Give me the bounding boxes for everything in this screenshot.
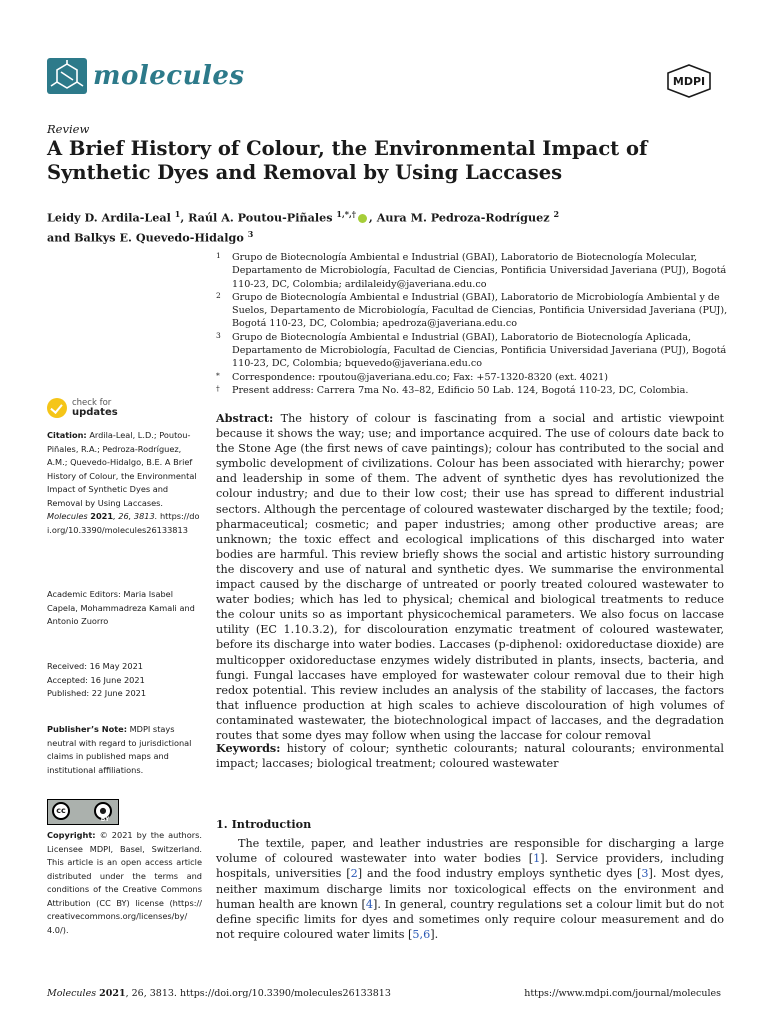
journal-name: molecules bbox=[93, 61, 245, 91]
author[interactable]: Leidy D. Ardila-Leal bbox=[47, 210, 171, 225]
footer-doi-link[interactable]: , 26, 3813. https://doi.org/10.3390/molecules26133813 bbox=[125, 988, 391, 999]
section-heading: 1. Introduction bbox=[216, 817, 312, 831]
reference-link[interactable]: 3 bbox=[641, 867, 649, 881]
journal-logo bbox=[47, 58, 245, 94]
cc-icon: cc bbox=[52, 802, 70, 820]
correspondence: * Correspondence: rpoutou@javeriana.edu.co; Fax: +57-1320-8320 (ext. 4021) bbox=[216, 370, 608, 383]
copyright-notice: Copyright: © 2021 by the authors. Licensee MDPI, Basel, Switzerland. This article is an open access article distributed under the terms and conditions of the Creative Commons Attribution (CC BY) license (https:// creativecommons.org/licenses/by/ 4.0/). bbox=[47, 830, 202, 935]
check-icon bbox=[47, 398, 67, 418]
author[interactable]: and Balkys E. Quevedo-Hidalgo bbox=[47, 230, 244, 245]
author[interactable]: Aura M. Pedroza-Rodríguez bbox=[376, 210, 550, 225]
affiliation: 1 Grupo de Biotecnología Ambiental e Industrial (GBAI), Laboratorio de Biotecnología Molecular, Departamento de Microbiología, Facultad de Ciencias, Pontificia Universidad Javeriana (PUJ), Bogotá 110-23, DC, Colombia; ardilaleidy@javeriana.edu.co bbox=[216, 251, 727, 290]
orcid-icon[interactable] bbox=[358, 214, 367, 223]
reference-link[interactable]: 1 bbox=[533, 852, 541, 866]
present-address: † Present address: Carrera 7ma No. 43–82, Edificio 50 Lab. 124, Bogotá 110-23, DC, Colombia. bbox=[216, 383, 689, 396]
publisher-note: Publisher’s Note: MDPI stays neutral with regard to jurisdictional claims in published maps and institutional affiliations. bbox=[47, 724, 192, 775]
affiliation: 2 Grupo de Biotecnología Ambiental e Industrial (GBAI), Laboratorio de Microbiología Ambiental y de Suelos, Departamento de Microbiología, Facultad de Ciencias, Pontificia Universidad Javeriana (PUJ), Bogotá 110-23, DC, Colombia; apedroza@javeriana.edu.co bbox=[216, 290, 728, 330]
reference-link[interactable]: 5,6 bbox=[412, 928, 431, 942]
citation-block: Citation: Ardila-Leal, L.D.; Poutou-Piñales, R.A.; Pedroza-Rodríguez, A.M.; Quevedo-Hidalgo, B.E. A Brief History of Colour, the Environmental Impact of Synthetic Dyes and Removal by Using Laccases. Molecules 2021, 26, 3813. https://doi.org/10.3390/molecules26133813 bbox=[47, 430, 200, 535]
author-list: Leidy D. Ardila-Leal $^1$, Raúl A. Poutou-Piñales $^{1,*,\dagger}$ , Aura M. Pedroza-Rodríguez $^2$ and Balkys E. Quevedo-Hidalgo $^3$ bbox=[47, 209, 560, 245]
publisher-name: MDPI bbox=[672, 75, 706, 88]
reference-link[interactable]: 4 bbox=[365, 897, 373, 911]
article-title: A Brief History of Colour, the Environmental Impact of Synthetic Dyes and Removal by Using Laccases bbox=[47, 137, 648, 184]
page-footer: Molecules 2021, 26, 3813. https://doi.org/10.3390/molecules26133813 https://www.mdpi.com/journal/molecules bbox=[47, 988, 721, 999]
journal-url-link[interactable]: https://www.mdpi.com/journal/molecules bbox=[524, 988, 721, 999]
academic-editors: Academic Editors: Maria Isabel Capela, Mohammadreza Kamali and Antonio Zuorro bbox=[47, 589, 195, 626]
dates: Received: 16 May 2021 Accepted: 16 June 2021 Published: 22 June 2021 bbox=[47, 661, 147, 698]
cc-by-license-badge[interactable]: cc ● BY bbox=[47, 799, 119, 825]
citation-doi-link[interactable]: https://doi.org/10.3390/molecules26133813 bbox=[47, 511, 200, 535]
keywords: Keywords: history of colour; synthetic colourants; natural colourants; environmental impact; laccases; biological treatment; coloured wastewater bbox=[216, 741, 724, 771]
abstract: Abstract: The history of colour is fascinating from a social and artistic viewpoint because it shows the way; use; and importance acquired. The use of colours date back to the Stone Age (the first news of cave paintings); colour has contributed to the social and symbolic development of civilizations. Colour has been associated with hierarchy; power and leadership in some of them. The advent of synthetic dyes has revolutionized the colour industry; and due to their low cost; their use has spread to different industrial sectors. Although the percentage of coloured wastewater discharged by the textile; food; pharmaceutical; cosmetic; and paper industries; among other productive areas; are unknown; the toxic effect and ecological implications of this discharged into water bodies are harmful. This review briefly shows the social and artistic history surrounding the discovery and use of natural and synthetic dyes. We summarise the environmental impact caused by the discharge of untreated or poorly treated coloured wastewater to water bodies; which has led to physical; chemical and biological treatments to reduce the colour units so as important physicochemical parameters. We also focus on laccase utility (EC 1.10.3.2), for discolouration enzymatic treatment of coloured wastewater, before its discharge into water bodies. Laccases (p-diphenol: oxidoreductase dioxide) are multicopper oxidoreductase enzymes widely distributed in plants, insects, bacteria, and fungi. Fungal laccases have employed for wastewater colour removal due to their high redox potential. This review includes an analysis of the stability of laccases, the factors that influence production at high scales to achieve discolouration of high volumes of contaminated wastewater, the biotechnological impact of laccases, and the degradation routes that some dyes may follow when using the laccase for colour removal bbox=[216, 411, 725, 742]
introduction-paragraph: The textile, paper, and leather industries are responsible for discharging a large volume of coloured wastewater into water bodies [1]. Service providers, including hospitals, universities [2] and the food industry employs synthetic dyes [3]. Most dyes, neither maximum discharge limits nor toxicological effects on the environment and human health are known [4]. In general, country regulations set a colour limit but do not define specific limits for dyes and sometimes only require colour measurement and do not require coloured water limits [5,6]. bbox=[216, 837, 724, 942]
molecule-icon bbox=[47, 58, 87, 94]
reference-link[interactable]: 2 bbox=[350, 867, 358, 881]
mdpi-logo bbox=[666, 64, 712, 98]
person-icon: ● bbox=[94, 802, 112, 820]
affiliations bbox=[216, 251, 736, 397]
check-for-updates-button[interactable]: check for updates bbox=[47, 398, 118, 418]
author[interactable]: Raúl A. Poutou-Piñales bbox=[188, 210, 333, 225]
affiliation: 3 Grupo de Biotecnología Ambiental e Industrial (GBAI), Laboratorio de Biotecnología Aplicada, Departamento de Microbiología, Facultad de Ciencias, Pontificia Universidad Javeriana (PUJ), Bogotá 110-23, DC, Colombia; bquevedo@javeriana.edu.co bbox=[216, 330, 727, 370]
article-type: Review bbox=[47, 122, 90, 136]
